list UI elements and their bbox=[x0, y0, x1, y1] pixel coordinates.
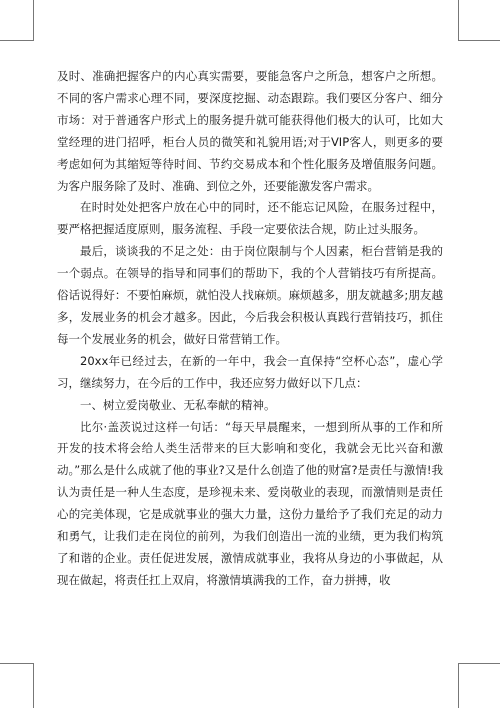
crop-mark-top-right bbox=[458, 0, 500, 41]
crop-mark-bottom-left bbox=[0, 663, 34, 708]
crop-mark-top-left bbox=[0, 0, 34, 41]
paragraph: 最后，谈谈我的不足之处：由于岗位限制与个人因素，柜台营销是我的一个弱点。在领导的指导和同事们的帮助下，我的个人营销技巧有所提高。俗话说得好：不要怕麻烦，就怕没人找麻烦。麻烦越多，朋友就越多;朋友越多，发展业务的机会才越多。因此，今后我会积极认真践行营销技巧，抓住每一个发展业务的机会，做好日常营销工作。 bbox=[57, 244, 443, 346]
section-heading: 一、树立爱岗敬业、无私奉献的精神。 bbox=[80, 397, 276, 412]
paragraph: 在时时处处把客户放在心中的同时，还不能忘记风险，在服务过程中，要严格把握适度原则，服务流程、手段一定要依法合规，防止过头服务。 bbox=[57, 200, 443, 237]
paragraph: 20xx年已经过去，在新的一年中，我会一直保持“空杯心态”，虚心学习，继续努力，在今后的工作中，我还应努力做好以下几点： bbox=[57, 353, 443, 390]
paragraph: 比尔·盖茨说过这样一句话：“每天早晨醒来，一想到所从事的工作和所开发的技术将会给人类生活带来的巨大影响和变化，我就会无比兴奋和激动。”那么是什么成就了他的事业?又是什么创造了他的财富?是责任与激情!我认为责任是一种人生态度，是珍视未来、爱岗敬业的表现，而激情则是责任心的完美体现，它是成就事业的强大力量，这份力量给予了我们充足的动力和勇气，让我们走在岗位的前列，为我们创造出一流的业绩，更为我们构筑了和谐的企业。责任促进发展，激情成就事业，我将从身边的小事做起，从现在做起，将责任扛上双肩，将激情填满我的工作，奋力拼搏，收 bbox=[57, 419, 443, 587]
crop-mark-bottom-right bbox=[458, 663, 500, 708]
document-body bbox=[57, 66, 443, 592]
paragraph: 及时、准确把握客户的内心真实需要，要能急客户之所急，想客户之所想。不同的客户需求心理不同，要深度挖掘、动态跟踪。我们要区分客户、细分市场：对于普通客户形式上的服务提升就可能获得他们极大的认可，比如大堂经理的进门招呼，柜台人员的微笑和礼貌用语;对于VIP客人，则更多的要考虑如何为其缩短等待时间、节约交易成本和个性化服务及增值服务问题。为客户服务除了及时、准确、到位之外，还要能激发客户需求。 bbox=[57, 69, 443, 193]
